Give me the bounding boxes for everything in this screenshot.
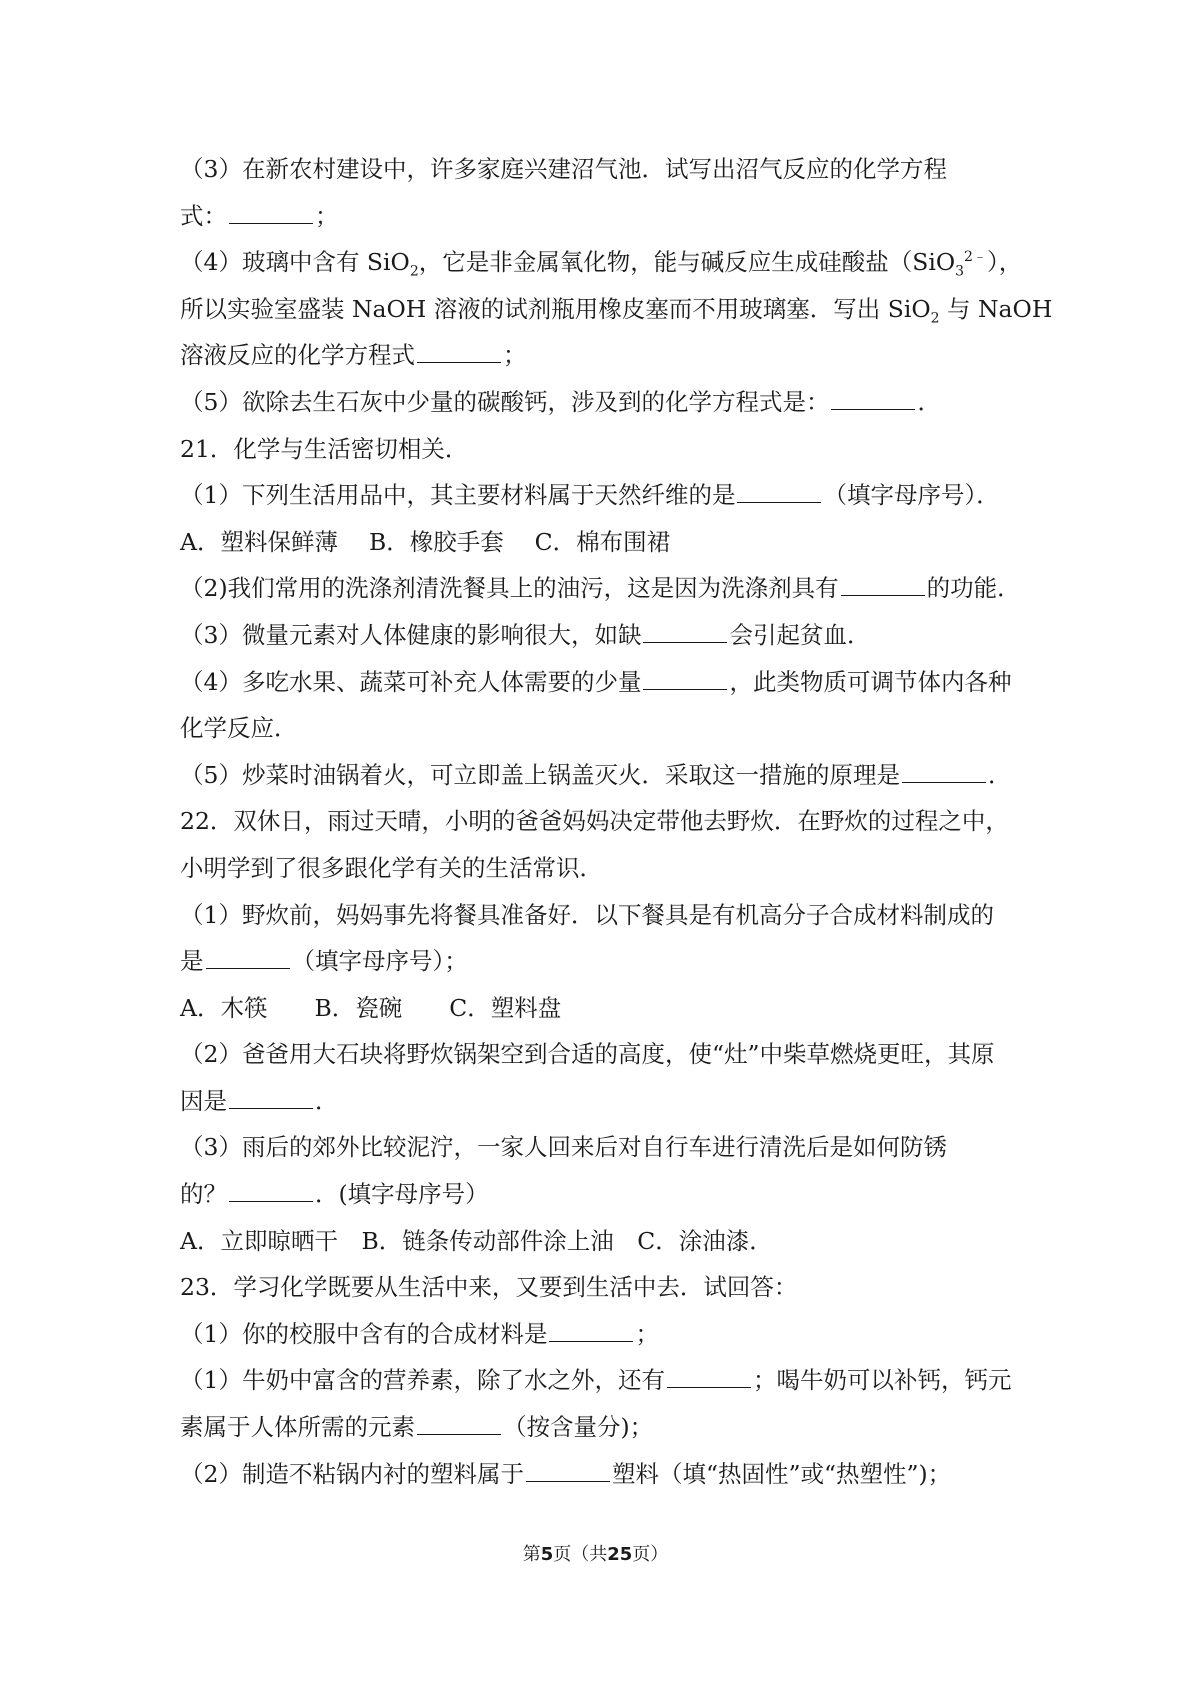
- text-line: 因是 ．: [180, 1086, 339, 1115]
- text-line: （3）微量元素对人体健康的影响很大，如缺 会引起贫血．: [180, 620, 871, 649]
- answer-blank[interactable]: [549, 1321, 633, 1342]
- answer-blank[interactable]: [417, 342, 501, 363]
- text-line: （3）在新农村建设中，许多家庭兴建沼气池．试写出沼气反应的化学方程: [180, 155, 947, 183]
- answer-blank[interactable]: [902, 762, 986, 783]
- answer-blank[interactable]: [667, 1367, 751, 1388]
- text-line: （2)我们常用的洗涤剂清洗餐具上的油污，这是因为洗涤剂具有 的功能．: [180, 574, 1021, 603]
- answer-blank[interactable]: [737, 482, 821, 503]
- text-line: 式： ；: [180, 201, 339, 230]
- text-line: （3）雨后的郊外比较泥泞，一家人回来后对自行车进行清洗后是如何防锈: [180, 1133, 947, 1162]
- answer-blank[interactable]: [229, 203, 313, 224]
- options-line: A．立即晾晒干 B．链条传动部件涂上油 C．涂油漆．: [180, 1226, 773, 1255]
- answer-blank[interactable]: [229, 1181, 313, 1202]
- text-line: 化学反应．: [180, 714, 298, 743]
- text-line: （1）下列生活用品中，其主要材料属于天然纤维的是 （填字母序号）．: [180, 481, 1000, 510]
- text-line: 小明学到了很多跟化学有关的生活常识．: [180, 853, 603, 882]
- answer-blank[interactable]: [831, 389, 915, 410]
- options-line: A．木筷 B．瓷碗 C．塑料盘: [180, 993, 562, 1022]
- text-line: 的？ ．(填字母序号）: [180, 1180, 489, 1209]
- text-line: 素属于人体所需的元素 （按含量分)；: [180, 1413, 654, 1442]
- text-line: 溶液反应的化学方程式 ；: [180, 341, 527, 370]
- answer-blank[interactable]: [229, 1088, 313, 1109]
- text-line: 所以实验室盛装 NaOH 溶液的试剂瓶用橡皮塞而不用玻璃塞．写出 SiO$_2$ 与 NaOH: [180, 294, 1053, 327]
- text-line: （5）炒菜时油锅着火，可立即盖上锅盖灭火．采取这一措施的原理是 ．: [180, 760, 1012, 789]
- options-line: A．塑料保鲜薄 B．橡胶手套 C．棉布围裙: [180, 527, 671, 556]
- page-footer: 第5页（共25页）: [522, 1544, 669, 1565]
- text-line: 是 （填字母序号）；: [180, 947, 468, 976]
- answer-blank[interactable]: [417, 1414, 501, 1435]
- text-line: （2）制造不粘锅内衬的塑料属于 塑料（填“热固性”或“热塑性”)；: [180, 1459, 952, 1488]
- answer-blank[interactable]: [643, 669, 727, 690]
- question-heading: 21．化学与生活密切相关．: [180, 434, 469, 463]
- text-line: （2）爸爸用大石块将野炊锅架空到合适的高度，使“灶”中柴草燃烧更旺，其原: [180, 1040, 995, 1069]
- answer-blank[interactable]: [643, 622, 727, 643]
- page-number: 5: [540, 1544, 554, 1565]
- text-line: （1）你的校服中含有的合成材料是 ；: [180, 1319, 659, 1348]
- text-line: （4）玻璃中含有 SiO$_2$，它是非金属氧化物，能与碱反应生成硅酸盐（SiO$_3^{2﹣}$），: [180, 248, 1023, 280]
- text-line: （4）多吃水果、蔬菜可补充人体需要的少量 ，此类物质可调节体内各种: [180, 667, 1012, 696]
- question-heading: 22．双休日，雨过天晴，小明的爸爸妈妈决定带他去野炊．在野炊的过程之中，: [180, 807, 1009, 836]
- answer-blank[interactable]: [841, 575, 925, 596]
- question-text: [180, 146, 1053, 1497]
- text-line: （1）野炊前，妈妈事先将餐具准备好．以下餐具是有机高分子合成材料制成的: [180, 900, 994, 929]
- text-line: （1）牛奶中富含的营养素，除了水之外，还有 ；喝牛奶可以补钙，钙元: [180, 1366, 1012, 1395]
- text-line: （5）欲除去生石灰中少量的碳酸钙，涉及到的化学方程式是： ．: [180, 387, 941, 416]
- question-heading: 23．学习化学既要从生活中来，又要到生活中去．试回答：: [180, 1273, 798, 1302]
- answer-blank[interactable]: [206, 948, 290, 969]
- answer-blank[interactable]: [526, 1461, 610, 1482]
- total-pages: 25: [607, 1544, 633, 1565]
